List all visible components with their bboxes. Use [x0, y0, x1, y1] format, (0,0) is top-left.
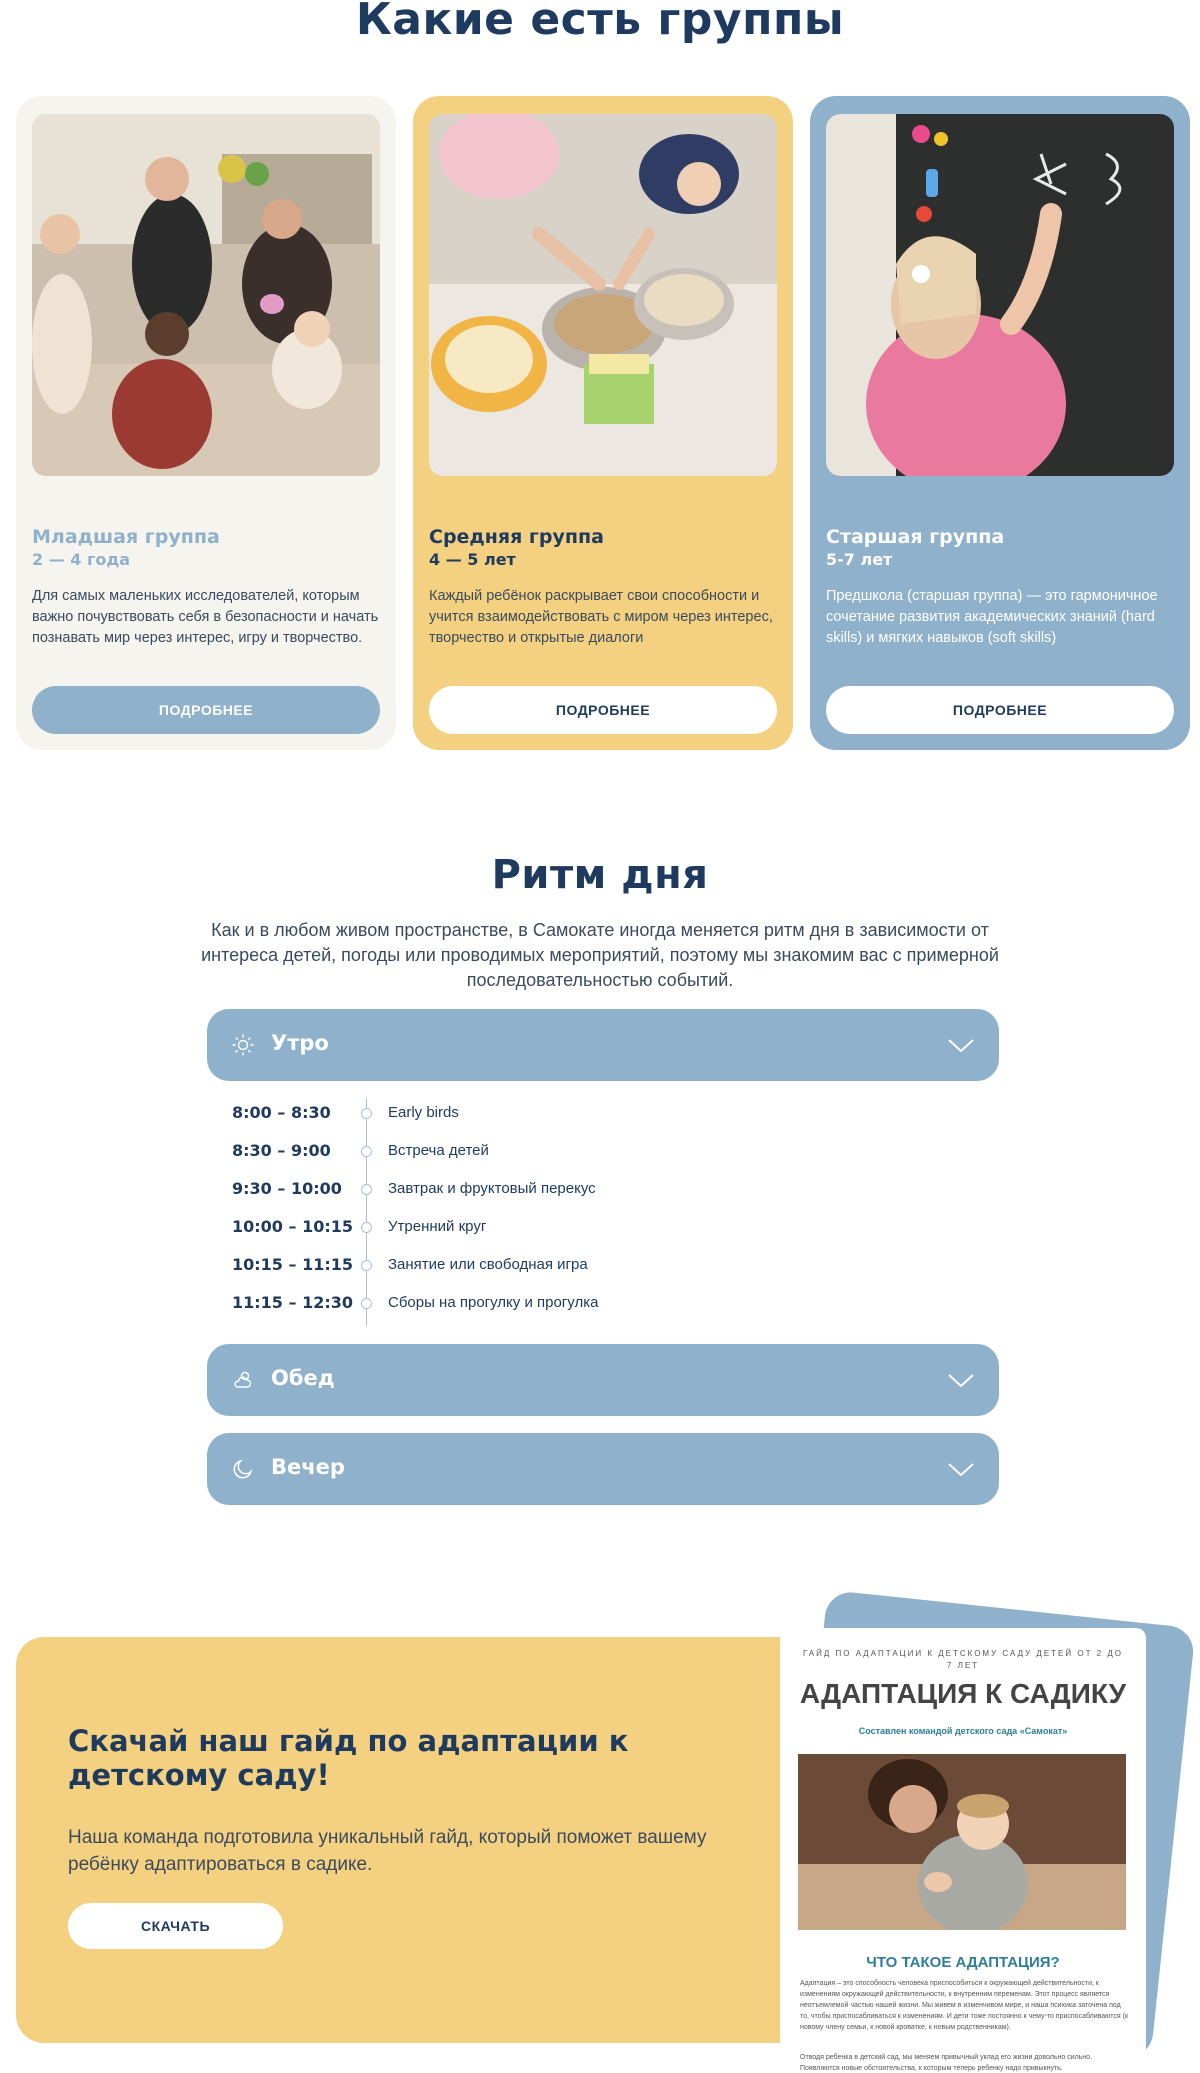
timeline-dot: [361, 1298, 372, 1309]
schedule-time: 11:15 – 12:30: [232, 1293, 353, 1312]
schedule-time: 8:30 – 9:00: [232, 1141, 331, 1160]
schedule-row: [232, 1289, 832, 1319]
schedule-activity: Встреча детей: [388, 1142, 489, 1159]
timeline-dot: [361, 1260, 372, 1271]
senior-group-photo: [826, 114, 1174, 476]
schedule-activity: Завтрак и фруктовый перекус: [388, 1180, 596, 1197]
sun-icon: [231, 1033, 255, 1057]
rhythm-intro: Как и в любом живом пространстве, в Самокате иногда меняется ритм дня в зависимости от интереса детей, погоды или проводимых мероприятий, поэтому мы знакомим вас с примерной последовательностью событий.: [201, 920, 999, 990]
timeline-dot: [361, 1184, 372, 1195]
guide-doc-kicker: ГАЙД ПО АДАПТАЦИИ К ДЕТСКОМУ САДУ ДЕТЕЙ ОТ 2 ДО 7 ЛЕТ: [802, 1649, 1123, 1670]
accordion-morning[interactable]: [207, 1009, 999, 1081]
schedule-time: 8:00 – 8:30: [232, 1103, 331, 1122]
schedule-row: [232, 1099, 832, 1129]
group-card-senior: [810, 96, 1190, 750]
schedule-row: [232, 1213, 832, 1243]
accordion-label: Вечер: [271, 1455, 345, 1479]
schedule-time: 10:00 – 10:15: [232, 1217, 353, 1236]
cloud-sun-icon: [231, 1368, 255, 1392]
chevron-down-icon: [947, 1457, 975, 1481]
schedule-activity: Сборы на прогулку и прогулка: [388, 1294, 599, 1311]
group-card-junior: [16, 96, 396, 750]
group-name: Старшая группа: [826, 526, 1005, 548]
accordion-evening[interactable]: [207, 1433, 999, 1505]
timeline-dot: [361, 1222, 372, 1233]
guide-promo-title: Скачай наш гайд по адаптации к детскому саду!: [68, 1724, 629, 1792]
group-age: 2 — 4 года: [32, 550, 131, 569]
guide-doc-subtitle: Составлен командой детского сада «Самокат»: [858, 1726, 1068, 1736]
schedule-row: [232, 1175, 832, 1205]
guide-doc-photo: [798, 1754, 1126, 1930]
schedule-time: 10:15 – 11:15: [232, 1255, 353, 1274]
junior-more-button[interactable]: ПОДРОБНЕЕ: [32, 686, 380, 734]
accordion-label: Обед: [271, 1366, 335, 1390]
schedule-activity: Утренний круг: [388, 1218, 487, 1235]
chevron-up-icon: [947, 1033, 975, 1057]
timeline-dot: [361, 1146, 372, 1157]
guide-doc-paragraph: Отводя ребенка в детский сад, мы меняем привычный уклад его жизни довольно сильно. Появляются новые обстоятельства, к которым теперь ребенку надо привыкнуть.: [800, 2054, 1093, 2072]
group-name: Младшая группа: [32, 526, 220, 548]
group-card-middle: [413, 96, 793, 750]
guide-promo-text: Наша команда подготовила уникальный гайд, который поможет вашему ребёнку адаптироваться в садике.: [68, 1827, 707, 1875]
guide-document-preview: [780, 1628, 1146, 2073]
chevron-down-icon: [947, 1368, 975, 1392]
schedule-activity: Early birds: [388, 1104, 459, 1121]
moon-icon: [231, 1457, 255, 1481]
guide-doc-heading: ЧТО ТАКОЕ АДАПТАЦИЯ?: [866, 1954, 1060, 1971]
schedule-row: [232, 1251, 832, 1281]
accordion-label: Утро: [271, 1031, 329, 1055]
middle-group-photo: [429, 114, 777, 476]
group-age: 4 — 5 лет: [429, 550, 516, 569]
schedule-time: 9:30 – 10:00: [232, 1179, 342, 1198]
timeline-dot: [361, 1108, 372, 1119]
guide-doc-title: АДАПТАЦИЯ К САДИКУ: [799, 1678, 1127, 1709]
group-description: Каждый ребёнок раскрывает свои способности и учится взаимодействовать с миром через интерес, творчество и открытые диалоги: [429, 588, 773, 646]
schedule-row: [232, 1137, 832, 1167]
group-description: Предшкола (старшая группа) — это гармоничное сочетание развития академических знаний (hard skills) и мягких навыков (soft skills): [826, 588, 1158, 646]
junior-group-photo: [32, 114, 380, 476]
group-name: Средняя группа: [429, 526, 604, 548]
middle-more-button[interactable]: ПОДРОБНЕЕ: [429, 686, 777, 734]
group-description: Для самых маленьких исследователей, которым важно почувствовать себя в безопасности и начать познавать мир через интерес, игру и творчество.: [32, 588, 379, 646]
rhythm-title: Ритм дня: [491, 852, 709, 898]
schedule-activity: Занятие или свободная игра: [388, 1256, 588, 1273]
senior-more-button[interactable]: ПОДРОБНЕЕ: [826, 686, 1174, 734]
guide-doc-paragraph: Адаптация – это способность человека приспособиться к окружающей действительности, к изменениям окружающей действительности, к внутренним переменам. Этот процесс является неотъемлемой частью нашей жизни. Мы живем в изменчивом мире, и наша психика заточена под то, чтобы приспосабливаться к изменениям. И дети тоже постоянно к чему-то приспосабливаются (к новому члену семьи, к новой кроватке, к новым родственникам).: [800, 1980, 1129, 2031]
download-guide-button[interactable]: СКАЧАТЬ: [68, 1903, 283, 1949]
accordion-lunch[interactable]: [207, 1344, 999, 1416]
groups-title: Какие есть группы: [355, 0, 845, 45]
group-age: 5-7 лет: [826, 550, 893, 569]
